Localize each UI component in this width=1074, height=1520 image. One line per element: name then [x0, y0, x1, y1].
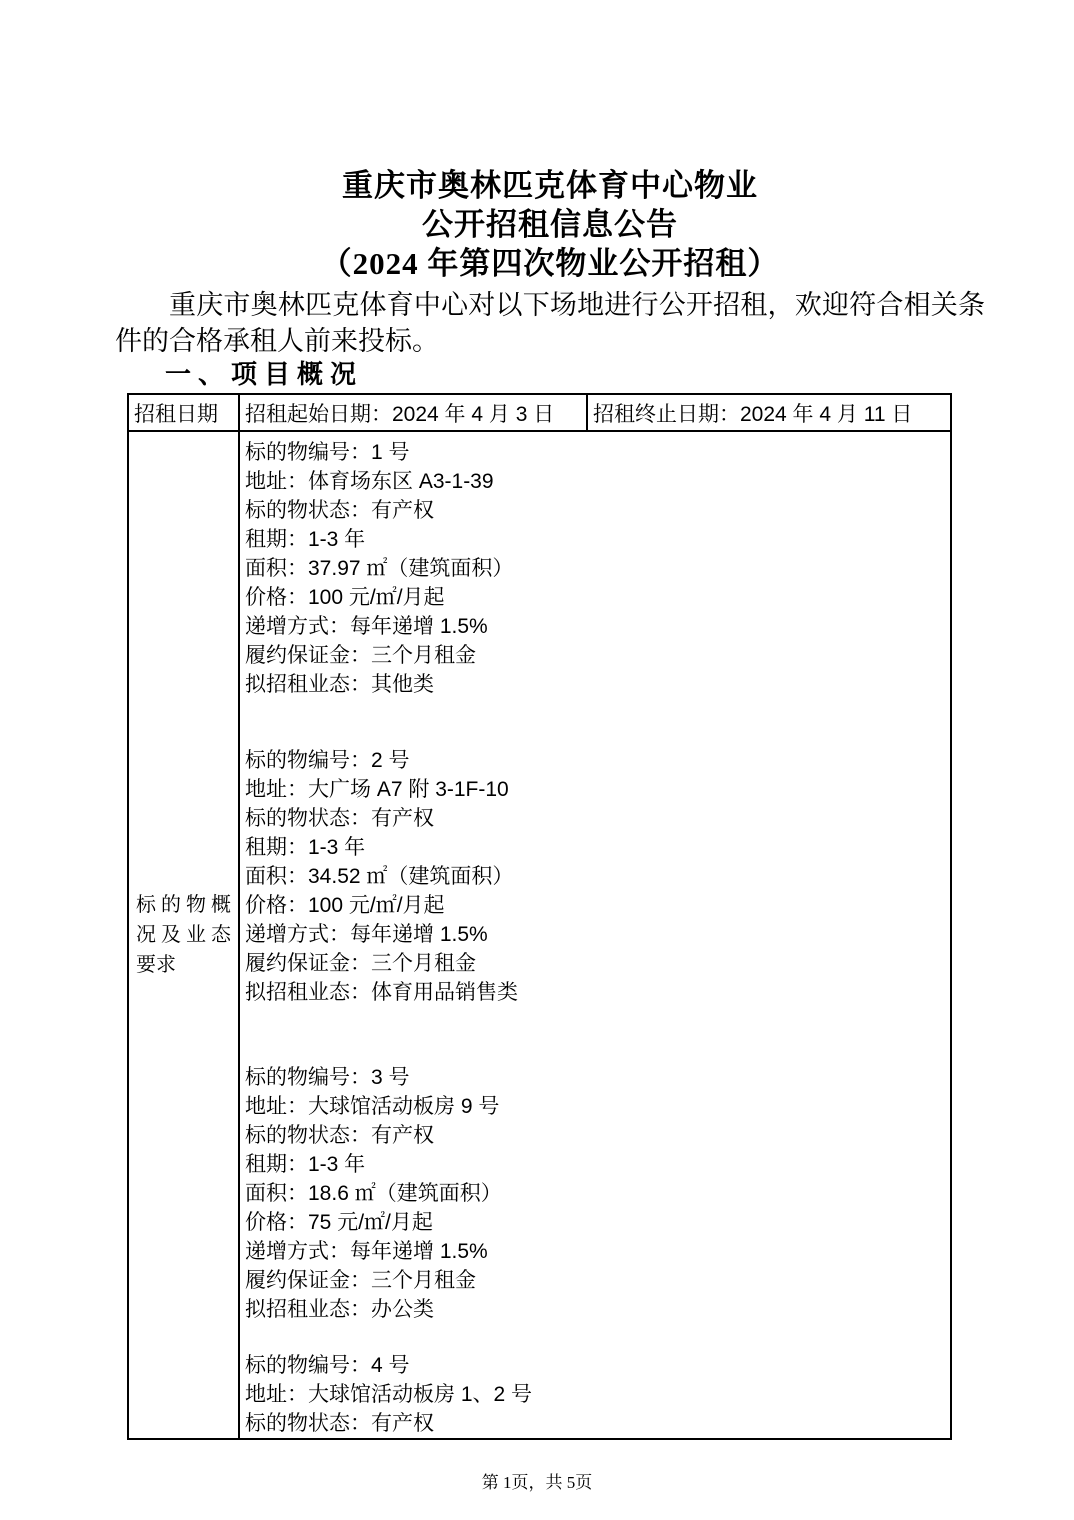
item-line: 面积：18.6 ㎡（建筑面积）	[245, 1182, 502, 1205]
item-line: 价格：75 元/㎡/月起	[245, 1211, 433, 1234]
item-line: 标的物编号：2 号	[245, 749, 410, 772]
item-line: 标的物状态：有产权	[245, 499, 434, 522]
item-block	[245, 1351, 944, 1438]
rental-info-table	[127, 393, 952, 1440]
item-line: 地址：大广场 A7 附 3-1F-10	[245, 778, 509, 801]
title-line-2: 公开招租信息公告	[422, 207, 678, 242]
item-line: 拟招租业态：体育用品销售类	[245, 981, 518, 1004]
item-line: 价格：100 元/㎡/月起	[245, 586, 445, 609]
item-line: 租期：1-3 年	[245, 1153, 366, 1176]
item-line: 标的物状态：有产权	[245, 807, 434, 830]
item-line: 标的物编号：3 号	[245, 1066, 410, 1089]
rental-start-date-cell: 招租起始日期：2024 年 4 月 3 日	[239, 394, 587, 431]
rental-date-label-cell: 招租日期	[128, 394, 239, 431]
table-header-row	[128, 394, 951, 431]
title-line-1: 重庆市奥林匹克体育中心物业	[342, 168, 758, 203]
page-number-footer: 第 1页，共 5页	[481, 1473, 593, 1492]
intro-paragraph: 重庆市奥林匹克体育中心对以下场地进行公开招租，欢迎符合相关条件的合格承租人前来投标。	[115, 290, 985, 356]
items-container	[239, 431, 951, 1439]
item-line: 租期：1-3 年	[245, 836, 366, 859]
item-line: 履约保证金：三个月租金	[245, 644, 476, 667]
item-line: 递增方式：每年递增 1.5%	[245, 615, 488, 638]
item-line: 地址：体育场东区 A3-1-39	[245, 470, 494, 493]
body-row-label-cell: 标的物概况及业态要求	[128, 431, 239, 1439]
section-heading: 一、项目概况	[165, 360, 364, 389]
item-block	[245, 1063, 944, 1324]
item-line: 拟招租业态：办公类	[245, 1298, 434, 1321]
item-line: 递增方式：每年递增 1.5%	[245, 1240, 488, 1263]
item-block	[245, 438, 944, 699]
item-line: 面积：34.52 ㎡（建筑面积）	[245, 865, 514, 888]
item-line: 标的物状态：有产权	[245, 1124, 434, 1147]
rental-end-date-cell: 招租终止日期：2024 年 4 月 11 日	[587, 394, 951, 431]
item-line: 标的物编号：1 号	[245, 441, 410, 464]
item-line: 拟招租业态：其他类	[245, 673, 434, 696]
item-line: 履约保证金：三个月租金	[245, 952, 476, 975]
title-line-3: （2024 年第四次物业公开招租）	[320, 246, 780, 281]
item-line: 履约保证金：三个月租金	[245, 1269, 476, 1292]
item-line: 地址：大球馆活动板房 1、2 号	[245, 1383, 533, 1406]
item-line: 标的物状态：有产权	[245, 1412, 434, 1435]
item-line: 递增方式：每年递增 1.5%	[245, 923, 488, 946]
document-title	[115, 166, 985, 283]
item-line: 面积：37.97 ㎡（建筑面积）	[245, 557, 514, 580]
item-line: 地址：大球馆活动板房 9 号	[245, 1095, 500, 1118]
item-line: 租期：1-3 年	[245, 528, 366, 551]
item-line: 价格：100 元/㎡/月起	[245, 894, 445, 917]
item-block	[245, 746, 944, 1007]
table-body-row	[128, 431, 951, 1439]
item-line: 标的物编号：4 号	[245, 1354, 410, 1377]
